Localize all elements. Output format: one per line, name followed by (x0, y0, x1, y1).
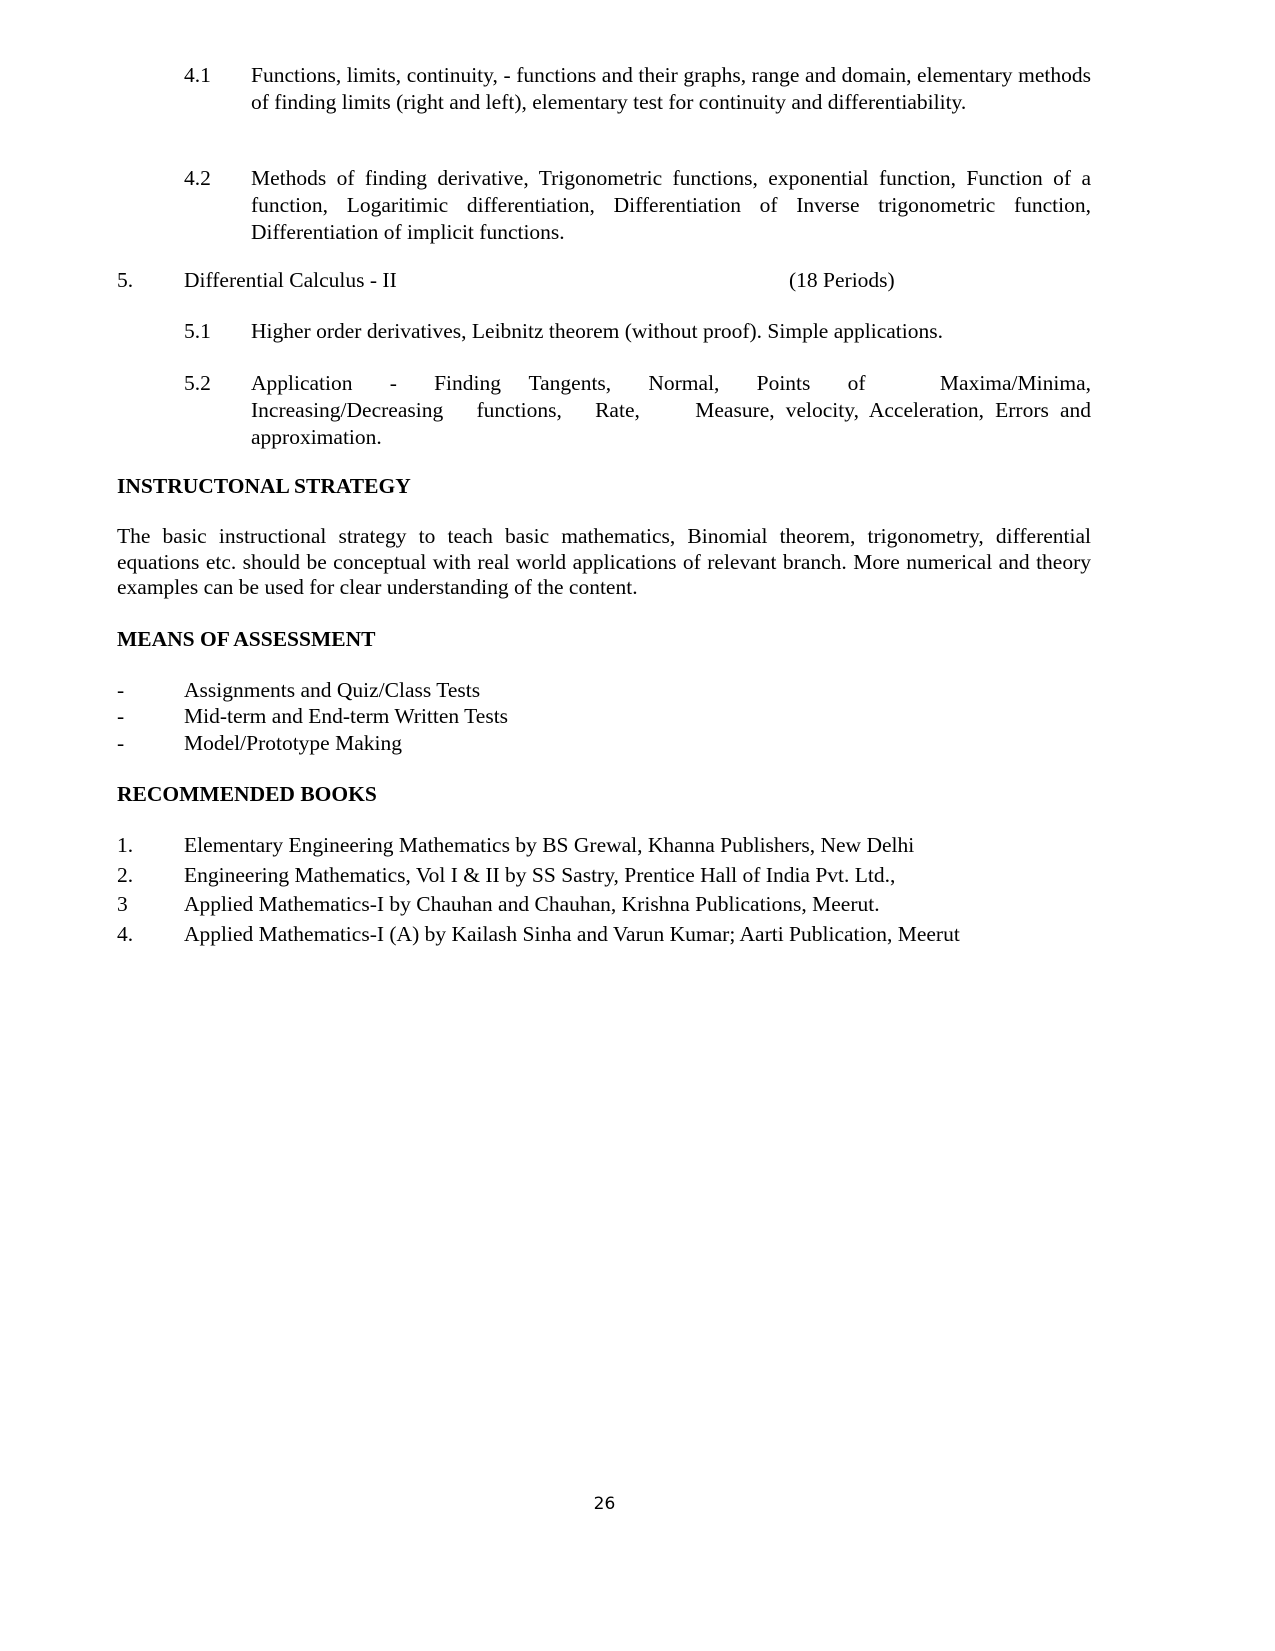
book-item: Applied Mathematics-I by Chauhan and Chauhan, Krishna Publications, Meerut. (184, 892, 880, 916)
section-text: Functions, limits, continuity, - functions and their graphs, range and domain, elementary methods of finding limits (right and left), elementary test for continuity and differentiability. (251, 63, 1091, 114)
section-text: Application - Finding Tangents, Normal, Points of Maxima/Minima, Increasing/Decreasing functions, Rate, Measure, velocity, Acceleration, Errors and approximation. (251, 371, 1097, 449)
book-item: Elementary Engineering Mathematics by BS Grewal, Khanna Publishers, New Delhi (184, 833, 915, 857)
list-item: Model/Prototype Making (184, 731, 402, 755)
section-number: 5.2 (184, 371, 211, 395)
list-bullet: - (117, 731, 125, 755)
list-bullet: - (117, 704, 125, 728)
unit-periods: (18 Periods) (789, 268, 895, 292)
unit-title: Differential Calculus - II (184, 268, 397, 292)
page-number: 26 (593, 1494, 616, 1514)
section-number: 4.1 (184, 63, 211, 87)
section-text: Higher order derivatives, Leibnitz theorem (without proof). Simple applications. (251, 319, 943, 343)
assessment-heading: MEANS OF ASSESSMENT (117, 627, 376, 651)
book-item: Applied Mathematics-I (A) by Kailash Sinha and Varun Kumar; Aarti Publication, Meerut (184, 922, 960, 946)
list-item: Assignments and Quiz/Class Tests (184, 678, 481, 702)
unit-number: 5. (117, 268, 134, 292)
book-item: Engineering Mathematics, Vol I & II by SS Sastry, Prentice Hall of India Pvt. Ltd., (184, 863, 896, 887)
book-number: 3 (117, 892, 128, 916)
section-text: Methods of finding derivative, Trigonometric functions, exponential function, Function of a function, Logaritimic differentiation, Differentiation of Inverse trigonometric function, Differentiation of implicit functions. (251, 166, 1091, 244)
book-number: 1. (117, 833, 134, 857)
strategy-heading: INSTRUCTONAL STRATEGY (117, 474, 411, 498)
list-item: Mid-term and End-term Written Tests (184, 704, 509, 728)
section-number: 4.2 (184, 166, 211, 190)
strategy-text: The basic instructional strategy to teach basic mathematics, Binomial theorem, trigonometry, differential equations etc. should be conceptual with real world applications of relevant branch. More numerical and theory examples can be used for clear understanding of the content. (117, 524, 1091, 599)
book-number: 2. (117, 863, 134, 887)
books-heading: RECOMMENDED BOOKS (117, 782, 377, 806)
section-number: 5.1 (184, 319, 211, 343)
book-number: 4. (117, 922, 134, 946)
list-bullet: - (117, 678, 125, 702)
